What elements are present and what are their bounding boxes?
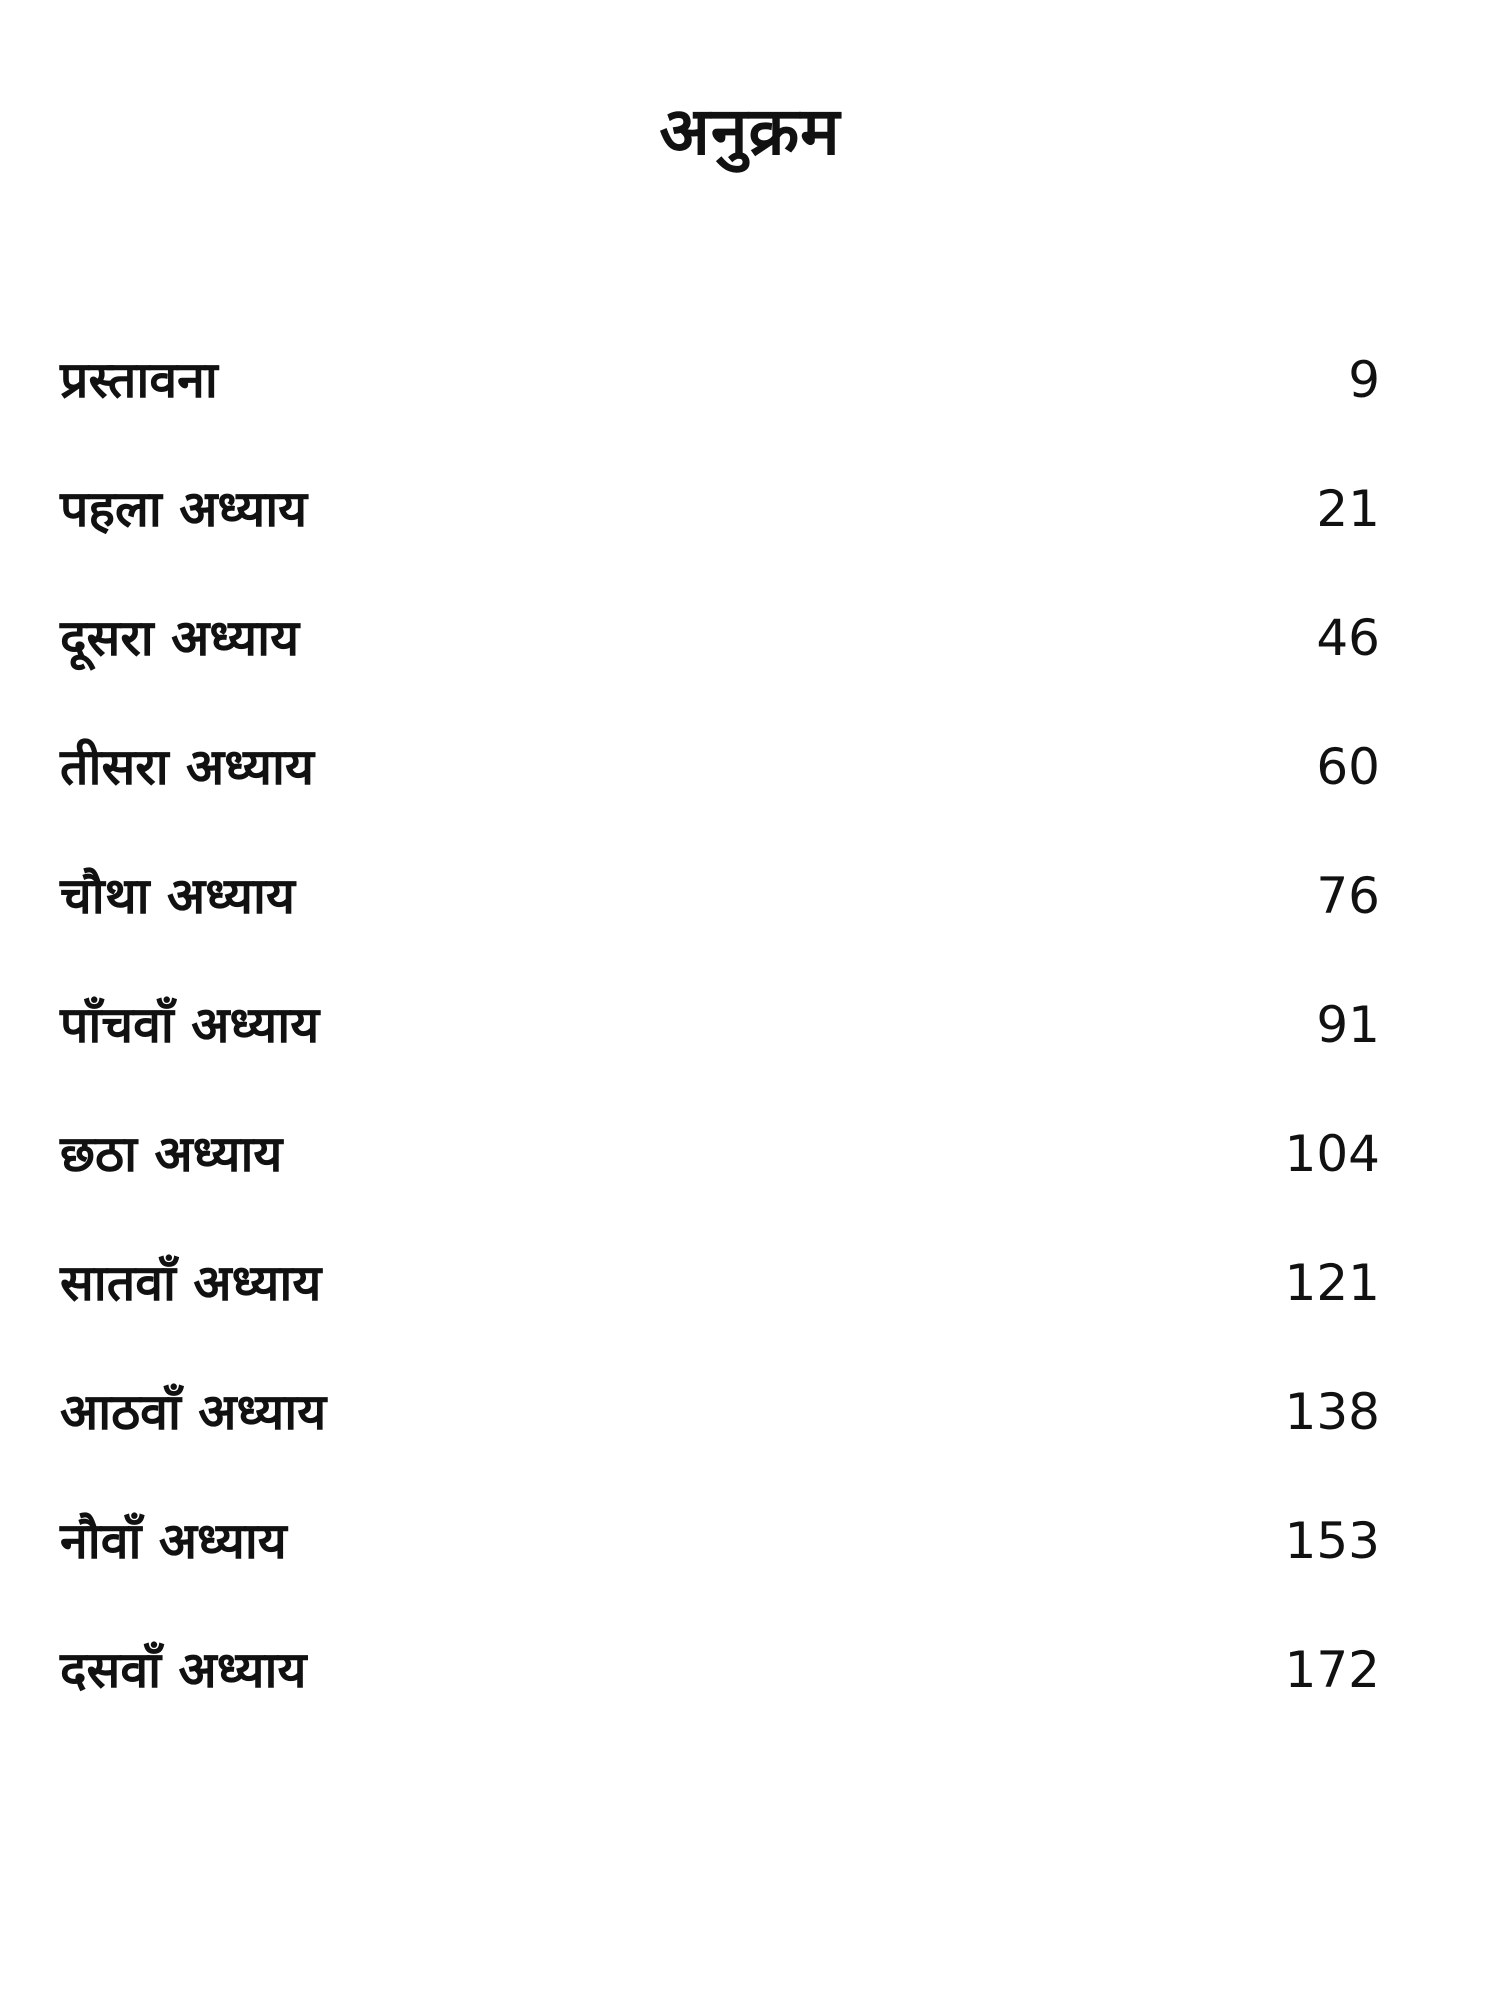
toc-entry-label: नौवाँ अध्याय [60,1512,287,1570]
toc-entry-page-number: 9 [1348,351,1380,409]
table-of-contents [0,332,1500,1751]
toc-entry-label: दूसरा अध्याय [60,609,300,667]
toc-entry-label: तीसरा अध्याय [60,738,315,796]
toc-entry-label: पहला अध्याय [60,480,308,538]
toc-entry-label: छठा अध्याय [60,1125,283,1183]
page-title: अनुक्रम [659,93,841,171]
toc-entry-chapter-4 [0,848,1500,977]
toc-entry-label: सातवाँ अध्याय [60,1254,322,1312]
toc-entry-preface [0,332,1500,461]
toc-entry-page-number: 138 [1284,1383,1380,1441]
toc-entry-chapter-3 [0,719,1500,848]
toc-entry-page-number: 121 [1284,1254,1380,1312]
toc-entry-label: आठवाँ अध्याय [60,1383,327,1441]
toc-entry-label: दसवाँ अध्याय [60,1641,307,1699]
toc-entry-chapter-1 [0,461,1500,590]
toc-entry-page-number: 172 [1284,1641,1380,1699]
toc-entry-chapter-8 [0,1364,1500,1493]
toc-entry-page-number: 46 [1316,609,1380,667]
toc-entry-page-number: 153 [1284,1512,1380,1570]
toc-entry-label: पाँचवाँ अध्याय [60,996,320,1054]
toc-entry-page-number: 21 [1316,480,1380,538]
toc-entry-page-number: 104 [1284,1125,1380,1183]
toc-entry-chapter-10 [0,1622,1500,1751]
toc-entry-chapter-9 [0,1493,1500,1622]
toc-entry-page-number: 60 [1316,738,1380,796]
toc-entry-chapter-6 [0,1106,1500,1235]
toc-entry-label: प्रस्तावना [60,351,218,409]
toc-entry-chapter-7 [0,1235,1500,1364]
toc-entry-page-number: 91 [1316,996,1380,1054]
toc-entry-chapter-5 [0,977,1500,1106]
toc-entry-chapter-2 [0,590,1500,719]
toc-entry-label: चौथा अध्याय [60,867,295,925]
toc-entry-page-number: 76 [1316,867,1380,925]
